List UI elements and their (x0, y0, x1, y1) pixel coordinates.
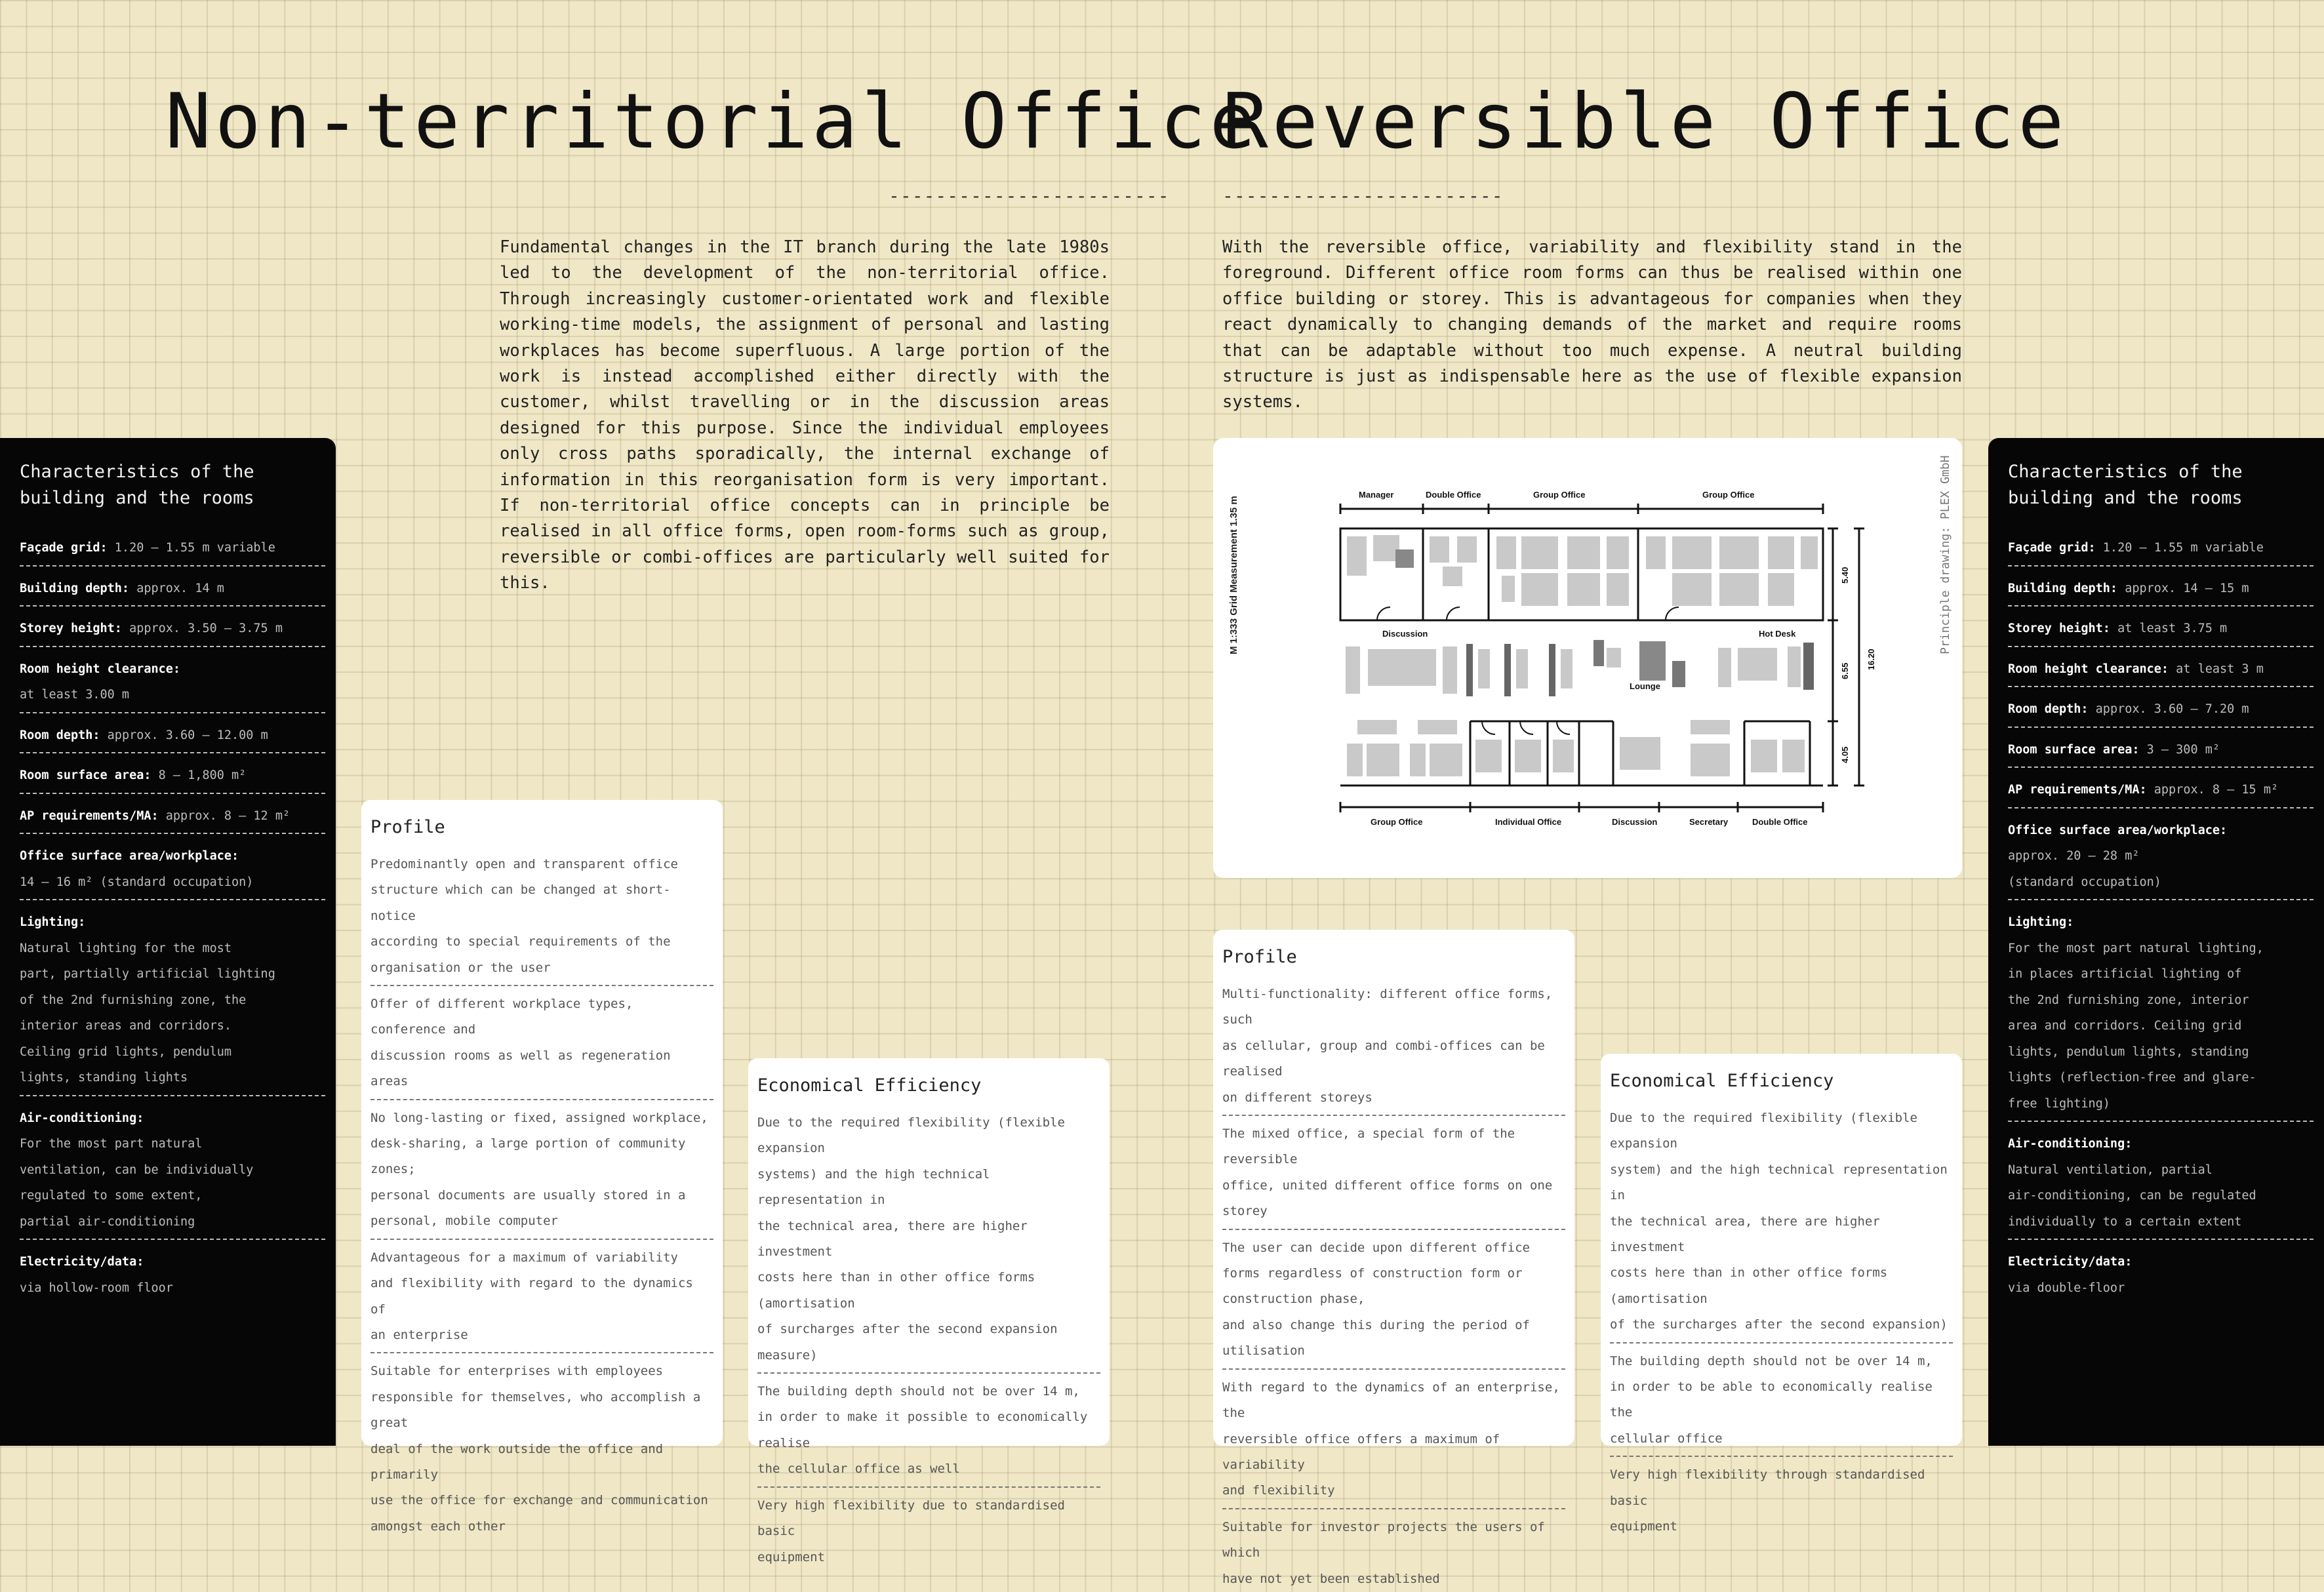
right-profile-card (1213, 930, 1574, 1586)
dashed-divider (20, 605, 325, 607)
characteristic-item (20, 535, 325, 561)
left-profile-title: Profile (371, 817, 445, 837)
dashed-divider (371, 1239, 713, 1240)
dashed-divider (1222, 1508, 1565, 1509)
card-paragraph: The mixed office, a special form of the reversible office, united different office forms on one storey (1222, 1126, 1553, 1219)
plan-dim-5-40: 5.40 (1840, 567, 1850, 584)
left-characteristics-title: Characteristics of the building and the rooms (20, 462, 254, 508)
dashed-divider (2008, 899, 2314, 900)
left-profile-card (361, 800, 723, 1534)
characteristic-item (2008, 696, 2314, 723)
characteristic-label: Office surface area/workplace: (2008, 823, 2228, 837)
plan-label-manager: Manager (1359, 490, 1394, 500)
characteristic-value: 1.20 – 1.55 m variable (107, 541, 275, 555)
dashed-divider (20, 712, 325, 713)
dashed-divider (2008, 1121, 2314, 1122)
floor-plan-card (1213, 438, 1962, 878)
right-efficiency-title: Economical Efficiency (1610, 1071, 1834, 1091)
left-efficiency-card (748, 1058, 1110, 1564)
characteristic-label: Room surface area: (20, 768, 151, 782)
right-profile-list (1222, 982, 1565, 1592)
card-paragraph: The building depth should not be over 14 m, in order to make it possible to economically realise the cellular office as well (757, 1384, 1088, 1477)
characteristic-value: approx. 14 – 15 m (2117, 581, 2249, 595)
dashed-divider (20, 899, 325, 900)
dashed-divider (757, 1486, 1100, 1488)
characteristic-label: AP requirements/MA: (2008, 783, 2147, 797)
characteristic-value: 3 – 300 m² (2139, 742, 2220, 757)
plan-dim-16-20: 16.20 (1866, 648, 1876, 670)
left-efficiency-title: Economical Efficiency (757, 1075, 982, 1096)
characteristic-value: approx. 8 – 15 m² (2146, 783, 2279, 797)
dashed-divider (757, 1372, 1100, 1374)
dashed-divider (2008, 605, 2314, 607)
characteristic-item (20, 1249, 325, 1301)
dashed-divider (20, 1095, 325, 1096)
characteristic-value: at least 3.75 m (2110, 622, 2228, 635)
right-characteristics-panel (1988, 438, 2324, 1446)
left-characteristics-panel (0, 438, 336, 1446)
characteristic-value: approx. 8 – 12 m² (158, 808, 290, 823)
dashed-divider (2008, 646, 2314, 647)
characteristic-item (20, 803, 325, 829)
characteristic-label: Façade grid: (20, 541, 108, 555)
dashed-divider (20, 1239, 325, 1240)
characteristic-label: Air-conditioning: (20, 1111, 144, 1125)
left-intro-text: Fundamental changes in the IT branch during the late 1980s led to the development of the non-territorial office. Through increasingly customer-orientated work and flexible working-time models, the assignment of personal and lasting workplaces has become superfluous. A large portion of the work is instead accomplished either directly with the customer, whilst travelling or in the discussion areas designed for this purpose. Since the individual employees only cross paths sporadically, the internal exchange of information in this reorganisation form is very important. If non-territorial office concepts can in principle be realised in all office forms, open room-forms such as group, reversible or combi-offices are particularly well suited for this. (500, 237, 1110, 593)
plan-label-lounge: Lounge (1630, 681, 1660, 691)
characteristic-value: approx. 14 m (129, 581, 224, 595)
card-paragraph: Due to the required flexibility (flexible expansion systems) and the high technical representation in the technical area, there are higher investment costs here than in other office forms (amortisation of surcharges after the second expansion measure) (757, 1115, 1065, 1363)
characteristic-label: Room depth: (20, 728, 100, 742)
dashed-divider (20, 793, 325, 794)
plan-label-discussion-bottom: Discussion (1612, 817, 1658, 827)
characteristic-label: Room height clearance: (2008, 662, 2169, 676)
characteristic-label: Air-conditioning: (2008, 1137, 2133, 1151)
characteristic-item (2008, 1249, 2314, 1301)
card-paragraph: Offer of different workplace types, conference and discussion rooms as well as regeneration areas (371, 997, 671, 1089)
characteristic-item (20, 616, 325, 642)
right-efficiency-card (1601, 1054, 1962, 1534)
plan-label-group-office-top-2: Group Office (1702, 490, 1755, 500)
characteristic-label: Building depth: (2008, 581, 2118, 595)
characteristic-item (20, 763, 325, 789)
characteristic-label: Storey height: (2008, 622, 2110, 635)
plan-label-hot-desk: Hot Desk (1759, 629, 1796, 639)
characteristic-item (2008, 737, 2314, 763)
dashed-divider (371, 1099, 713, 1100)
left-efficiency-list (757, 1110, 1100, 1570)
characteristic-item (2008, 909, 2314, 1117)
card-paragraph: Predominantly open and transparent office structure which can be changed at short-notice according to special requirements of the organisation or the user (371, 857, 678, 975)
plan-label-discussion-mid: Discussion (1382, 629, 1428, 639)
plan-credit: Principle drawing: PLEX GmbH (1938, 455, 1952, 654)
characteristic-value: via double-floor (2008, 1281, 2125, 1295)
characteristic-value: approx. 3.50 – 3.75 m (121, 622, 283, 635)
dashed-divider (1222, 1368, 1565, 1370)
dashed-divider (2008, 565, 2314, 567)
characteristic-label: Lighting: (20, 915, 86, 929)
characteristic-label: Façade grid: (2008, 541, 2096, 555)
characteristic-value: approx. 3.60 – 12.00 m (100, 728, 268, 742)
dashed-divider (1610, 1342, 1953, 1343)
characteristic-item (2008, 777, 2314, 803)
card-paragraph: Very high flexibility due to standardised basic equipment (757, 1498, 1065, 1564)
right-title-rule: ------------------------ (1222, 185, 1504, 207)
plan-label-individual-office: Individual Office (1495, 817, 1562, 827)
characteristic-label: Office surface area/workplace: (20, 849, 239, 863)
plan-label-group-office-top-1: Group Office (1533, 490, 1586, 500)
dashed-divider (2008, 807, 2314, 808)
characteristic-item (20, 576, 325, 602)
plan-dim-4-05: 4.05 (1840, 746, 1850, 763)
characteristic-item (20, 1105, 325, 1235)
right-characteristics-title: Characteristics of the building and the rooms (2008, 462, 2243, 508)
characteristic-value: via hollow-room floor (20, 1281, 173, 1295)
card-paragraph: Due to the required flexibility (flexible expansion system) and the high technical representation in the technical area, there are higher investment costs here than in other office forms (amortisation of the surcharges after the second expansion) (1610, 1111, 1948, 1332)
left-profile-list (371, 852, 713, 1540)
characteristic-value: 14 – 16 m² (standard occupation) (20, 875, 254, 889)
characteristic-label: Room depth: (2008, 702, 2089, 716)
plan-label-double-office-top: Double Office (1426, 490, 1481, 500)
characteristic-value: 8 – 1,800 m² (151, 768, 247, 782)
card-paragraph: No long-lasting or fixed, assigned workplace, desk-sharing, a large portion of community zones; personal documents are usually stored in a personal, mobile computer (371, 1110, 708, 1229)
characteristic-value: For the most part natural lighting, in places artificial lighting of the 2nd furnishing zone, interior area and corridors. Ceiling grid lights, pendulum lights, standing lights (reflection-free and glare- free lighting) (2008, 941, 2264, 1111)
card-paragraph: With regard to the dynamics of an enterprise, the reversible office offers a maximum of variability and flexibility (1222, 1380, 1560, 1498)
plan-label-secretary: Secretary (1689, 817, 1729, 827)
dashed-divider (20, 565, 325, 567)
characteristic-item (2008, 656, 2314, 683)
dashed-divider (1610, 1456, 1953, 1457)
characteristic-item (20, 656, 325, 708)
characteristic-value: at least 3 m (2169, 662, 2264, 676)
card-paragraph: Suitable for enterprises with employees responsible for themselves, who accomplish a great deal of the work outside the office and primarily use the office for exchange and communication amongst each other (371, 1364, 708, 1534)
characteristic-value: Natural lighting for the most part, partially artificial lighting of the 2nd furnishing zone, the interior areas and corridors. Ceiling grid lights, pendulum lights, standing lights (20, 941, 275, 1085)
characteristic-label: Electricity/data: (2008, 1255, 2133, 1269)
left-title-rule: ------------------------ (889, 185, 1170, 207)
characteristic-value: approx. 3.60 – 7.20 m (2088, 702, 2249, 716)
characteristic-label: Room height clearance: (20, 662, 181, 676)
characteristic-value: 1.20 – 1.55 m variable (2095, 541, 2264, 555)
characteristic-item (2008, 535, 2314, 561)
dashed-divider (20, 833, 325, 834)
dashed-divider (1222, 1229, 1565, 1230)
dashed-divider (371, 985, 713, 986)
dashed-divider (371, 1352, 713, 1353)
dashed-divider (2008, 766, 2314, 768)
characteristic-value: Natural ventilation, partial air-conditioning, can be regulated individually to a certain extent (2008, 1163, 2256, 1229)
right-characteristics-list (2008, 535, 2314, 1301)
characteristic-item (20, 843, 325, 895)
plan-dim-6-55: 6.55 (1840, 662, 1850, 679)
characteristic-value: For the most part natural ventilation, can be individually regulated to some extent, partial air-conditioning (20, 1137, 254, 1229)
dashed-divider (2008, 726, 2314, 728)
characteristic-value: at least 3.00 m (20, 688, 130, 702)
characteristic-label: AP requirements/MA: (20, 808, 159, 823)
characteristic-label: Storey height: (20, 622, 122, 635)
left-characteristics-list (20, 535, 325, 1301)
right-intro-text: With the reversible office, variability and flexibility stand in the foreground. Different office room forms can thus be realised within one office building or storey. This is advantageous for companies when they react dynamically to changing demands of the market and require rooms that can be adaptable without too much expense. A neutral building structure is just as indispensable here as the use of flexible expansion systems. (1222, 237, 1962, 412)
left-page-title: Non-territorial Office (165, 77, 1260, 166)
plan-label-group-office-bottom: Group Office (1371, 817, 1423, 827)
characteristic-item (2008, 1131, 2314, 1235)
characteristic-label: Electricity/data: (20, 1255, 144, 1269)
characteristic-item (20, 723, 325, 749)
right-profile-title: Profile (1222, 947, 1297, 967)
characteristic-item (2008, 576, 2314, 602)
characteristic-item (2008, 818, 2314, 896)
right-efficiency-list (1610, 1105, 1953, 1540)
card-paragraph: Advantageous for a maximum of variability and flexibility with regard to the dynamics of an enterprise (371, 1250, 693, 1342)
right-page-title: Reversible Office (1222, 77, 2068, 166)
plan-scale-label: M 1:333 Grid Measurement 1.35 m (1228, 496, 1239, 654)
characteristic-item (2008, 616, 2314, 642)
characteristic-label: Room surface area: (2008, 742, 2140, 757)
plan-label-double-office-bottom: Double Office (1752, 817, 1808, 827)
card-paragraph: The user can decide upon different office forms regardless of construction form or construction phase, and also change this during the period of utilisation (1222, 1240, 1530, 1359)
card-paragraph: Very high flexibility through standardised basic equipment (1610, 1467, 1925, 1534)
characteristic-label: Building depth: (20, 581, 130, 595)
dashed-divider (2008, 686, 2314, 687)
card-paragraph: The building depth should not be over 14 m, in order to be able to economically realise the cellular office (1610, 1353, 1933, 1446)
characteristic-value: approx. 20 – 28 m² (standard occupation) (2008, 849, 2161, 889)
dashed-divider (2008, 1239, 2314, 1240)
characteristic-item (20, 909, 325, 1091)
characteristic-label: Lighting: (2008, 915, 2074, 929)
dashed-divider (20, 646, 325, 647)
card-paragraph: Multi-functionality: different office forms, such as cellular, group and combi-offices can be realised on different storeys (1222, 987, 1553, 1105)
dashed-divider (20, 752, 325, 753)
card-paragraph: Suitable for investor projects the users of which have not yet been established (1222, 1519, 1545, 1586)
dashed-divider (1222, 1115, 1565, 1116)
floor-plan-drawing (1213, 438, 1962, 878)
